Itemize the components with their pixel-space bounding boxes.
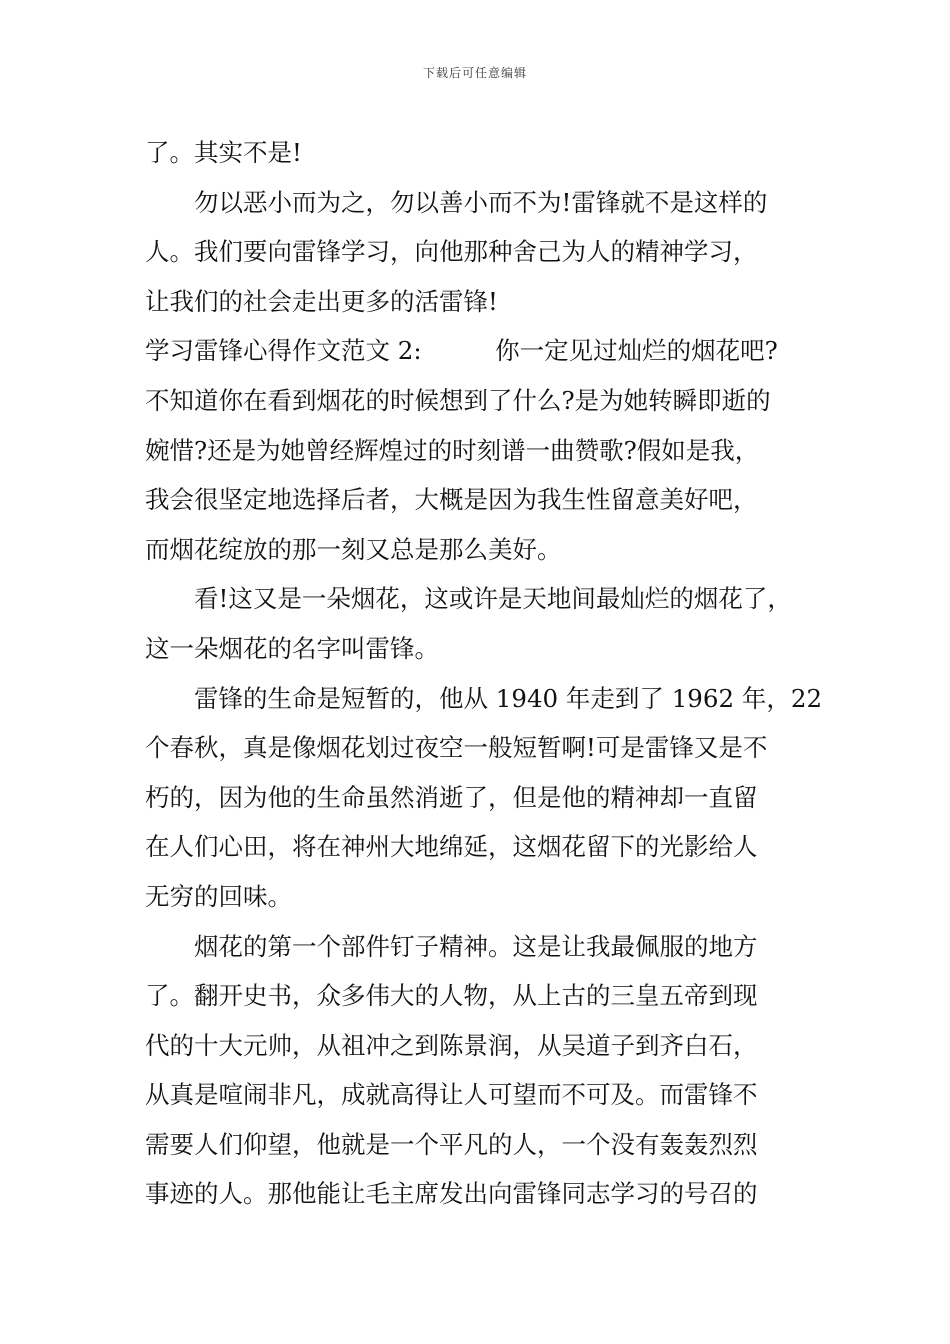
paragraph-first-line: 雷锋的生命是短暂的，他从 1940 年走到了 1962 年，22 (194, 683, 823, 713)
text-line: 这一朵烟花的名字叫雷锋。 (145, 633, 439, 663)
paragraph-first-line: 勿以恶小而为之，勿以善小而不为!雷锋就不是这样的 (194, 187, 768, 217)
text-line: 代的十大元帅，从祖冲之到陈景润，从吴道子到齐白石， (145, 1030, 758, 1060)
text-line: 了。其实不是! (145, 138, 302, 167)
text-line: 在人们心田，将在神州大地绵延，这烟花留下的光影给人 (145, 832, 758, 862)
text-line: 婉惜?还是为她曾经辉煌过的时刻谱一曲赞歌?假如是我， (145, 435, 760, 465)
text-line: 需要人们仰望，他就是一个平凡的人，一个没有轰轰烈烈 (145, 1129, 758, 1159)
text-line: 事迹的人。那他能让毛主席发出向雷锋同志学习的号召的 (145, 1179, 758, 1209)
text-line: 不知道你在看到烟花的时候想到了什么?是为她转瞬即逝的 (145, 385, 771, 415)
text-line: 我会很坚定地选择后者，大概是因为我生性留意美好吧， (145, 485, 758, 515)
section-heading-line: 学习雷锋心得作文范文 2: 你一定见过灿烂的烟花吧? (145, 336, 778, 366)
paragraph-first-line: 看!这又是一朵烟花，这或许是天地间最灿烂的烟花了， (194, 584, 792, 614)
paragraph-first-line: 烟花的第一个部件钉子精神。这是让我最佩服的地方 (194, 931, 758, 961)
text-line: 从真是喧闹非凡，成就高得让人可望而不可及。而雷锋不 (145, 1080, 758, 1110)
page-header: 下载后可任意编辑 (422, 66, 527, 80)
text-line: 而烟花绽放的那一刻又总是那么美好。 (145, 534, 562, 564)
text-line: 朽的，因为他的生命虽然消逝了，但是他的精神却一直留 (145, 782, 758, 812)
text-line: 了。翻开史书，众多伟大的人物，从上古的三皇五帝到现 (145, 981, 758, 1011)
text-line: 个春秋，真是像烟花划过夜空一般短暂啊!可是雷锋又是不 (145, 733, 768, 763)
text-line: 人。我们要向雷锋学习，向他那种舍己为人的精神学习， (145, 237, 758, 267)
text-line: 无穷的回味。 (145, 881, 292, 911)
document-body (145, 128, 825, 1219)
text-line: 让我们的社会走出更多的活雷锋! (145, 286, 498, 316)
